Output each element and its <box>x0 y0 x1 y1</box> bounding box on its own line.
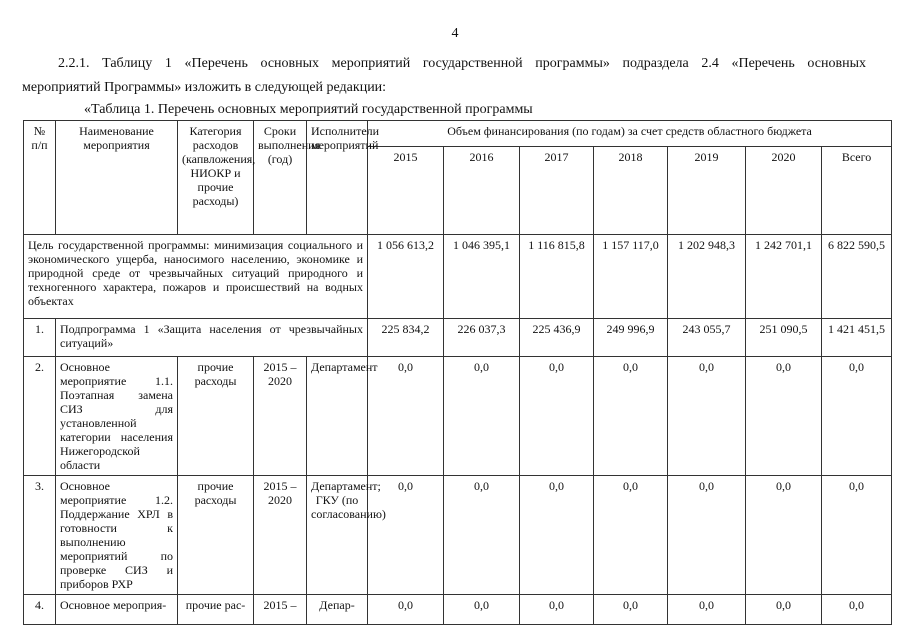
table-caption: «Таблица 1. Перечень основных мероприятий государственной программы <box>84 102 533 117</box>
row-value: 0,0 <box>594 476 668 595</box>
header-year: 2018 <box>594 147 668 235</box>
row-name: Основное мероприя- <box>56 595 178 625</box>
row-num: 2. <box>24 357 56 476</box>
subprogram-value: 226 037,3 <box>444 319 520 357</box>
row-value: 0,0 <box>520 476 594 595</box>
row-value: 0,0 <box>594 357 668 476</box>
row-value: 0,0 <box>668 595 746 625</box>
row-value: 0,0 <box>668 476 746 595</box>
header-name: Наименование мероприятия <box>56 121 178 235</box>
goal-total: 6 822 590,5 <box>822 235 892 319</box>
intro-paragraph-line2: мероприятий Программы» изложить в следующей редакции: <box>22 80 387 95</box>
row-value: 0,0 <box>444 595 520 625</box>
row-value: 0,0 <box>746 476 822 595</box>
goal-value: 1 202 948,3 <box>668 235 746 319</box>
page-number: 4 <box>451 26 459 41</box>
row-category: прочие расходы <box>178 357 254 476</box>
header-year: 2020 <box>746 147 822 235</box>
row-total: 0,0 <box>822 595 892 625</box>
row-terms: 2015 – 2020 <box>254 357 307 476</box>
row-value: 0,0 <box>444 357 520 476</box>
row-value: 0,0 <box>368 357 444 476</box>
subprogram-value: 251 090,5 <box>746 319 822 357</box>
intro-paragraph-line1: 2.2.1. Таблицу 1 «Перечень основных мероприятий государственной программы» подраздела 2.4 «Перечень основных <box>58 56 866 71</box>
row-executor: Департамент <box>307 357 368 476</box>
header-year: 2016 <box>444 147 520 235</box>
row-terms: 2015 – 2020 <box>254 476 307 595</box>
row-value: 0,0 <box>746 595 822 625</box>
table-row <box>24 595 892 625</box>
row-value: 0,0 <box>594 595 668 625</box>
row-value: 0,0 <box>520 595 594 625</box>
header-terms: Сроки выполнения (год) <box>254 121 307 235</box>
subprogram-total: 1 421 451,5 <box>822 319 892 357</box>
header-category: Категория расходов (капвложения, НИОКР и прочие расходы) <box>178 121 254 235</box>
table-row <box>24 357 892 476</box>
goal-row <box>24 235 892 319</box>
measures-table <box>23 120 892 625</box>
table-row <box>24 476 892 595</box>
header-year: 2017 <box>520 147 594 235</box>
subprogram-value: 225 834,2 <box>368 319 444 357</box>
row-value: 0,0 <box>368 476 444 595</box>
goal-value: 1 116 815,8 <box>520 235 594 319</box>
goal-value: 1 046 395,1 <box>444 235 520 319</box>
row-executor: Депар- <box>307 595 368 625</box>
row-value: 0,0 <box>668 357 746 476</box>
goal-text: Цель государственной программы: минимизация социального и экономического ущерба, наносимого населению, экономике и природной среде от чрезвычайных ситуаций природного и техногенного характера, пожаров и происшествий на водных объектах <box>24 235 368 319</box>
header-executors: Исполнители мероприятий <box>307 121 368 235</box>
row-name: Основное мероприятие 1.2. Поддержание ХРЛ в готовности к выполнению мероприятий по проверке СИЗ и приборов РХР <box>56 476 178 595</box>
goal-value: 1 056 613,2 <box>368 235 444 319</box>
header-row <box>24 121 892 147</box>
header-year: 2019 <box>668 147 746 235</box>
header-funding: Объем финансирования (по годам) за счет средств областного бюджета <box>368 121 892 147</box>
header-year: 2015 <box>368 147 444 235</box>
row-value: 0,0 <box>520 357 594 476</box>
row-executor: Департамент; ГКУ (по согласованию) <box>307 476 368 595</box>
row-category: прочие рас- <box>178 595 254 625</box>
row-name: Основное мероприятие 1.1. Поэтапная замена СИЗ для установленной категории населения Нижегородской области <box>56 357 178 476</box>
subprogram-value: 249 996,9 <box>594 319 668 357</box>
row-num: 4. <box>24 595 56 625</box>
header-num: № п/п <box>24 121 56 235</box>
row-terms: 2015 – <box>254 595 307 625</box>
row-total: 0,0 <box>822 357 892 476</box>
row-value: 0,0 <box>368 595 444 625</box>
goal-value: 1 242 701,1 <box>746 235 822 319</box>
row-num: 3. <box>24 476 56 595</box>
subprogram-text: Подпрограмма 1 «Защита населения от чрезвычайных ситуаций» <box>56 319 368 357</box>
header-total: Всего <box>822 147 892 235</box>
subprogram-value: 225 436,9 <box>520 319 594 357</box>
row-category: прочие расходы <box>178 476 254 595</box>
row-value: 0,0 <box>444 476 520 595</box>
subprogram-row <box>24 319 892 357</box>
row-value: 0,0 <box>746 357 822 476</box>
goal-value: 1 157 117,0 <box>594 235 668 319</box>
row-total: 0,0 <box>822 476 892 595</box>
subprogram-value: 243 055,7 <box>668 319 746 357</box>
subprogram-num: 1. <box>24 319 56 357</box>
